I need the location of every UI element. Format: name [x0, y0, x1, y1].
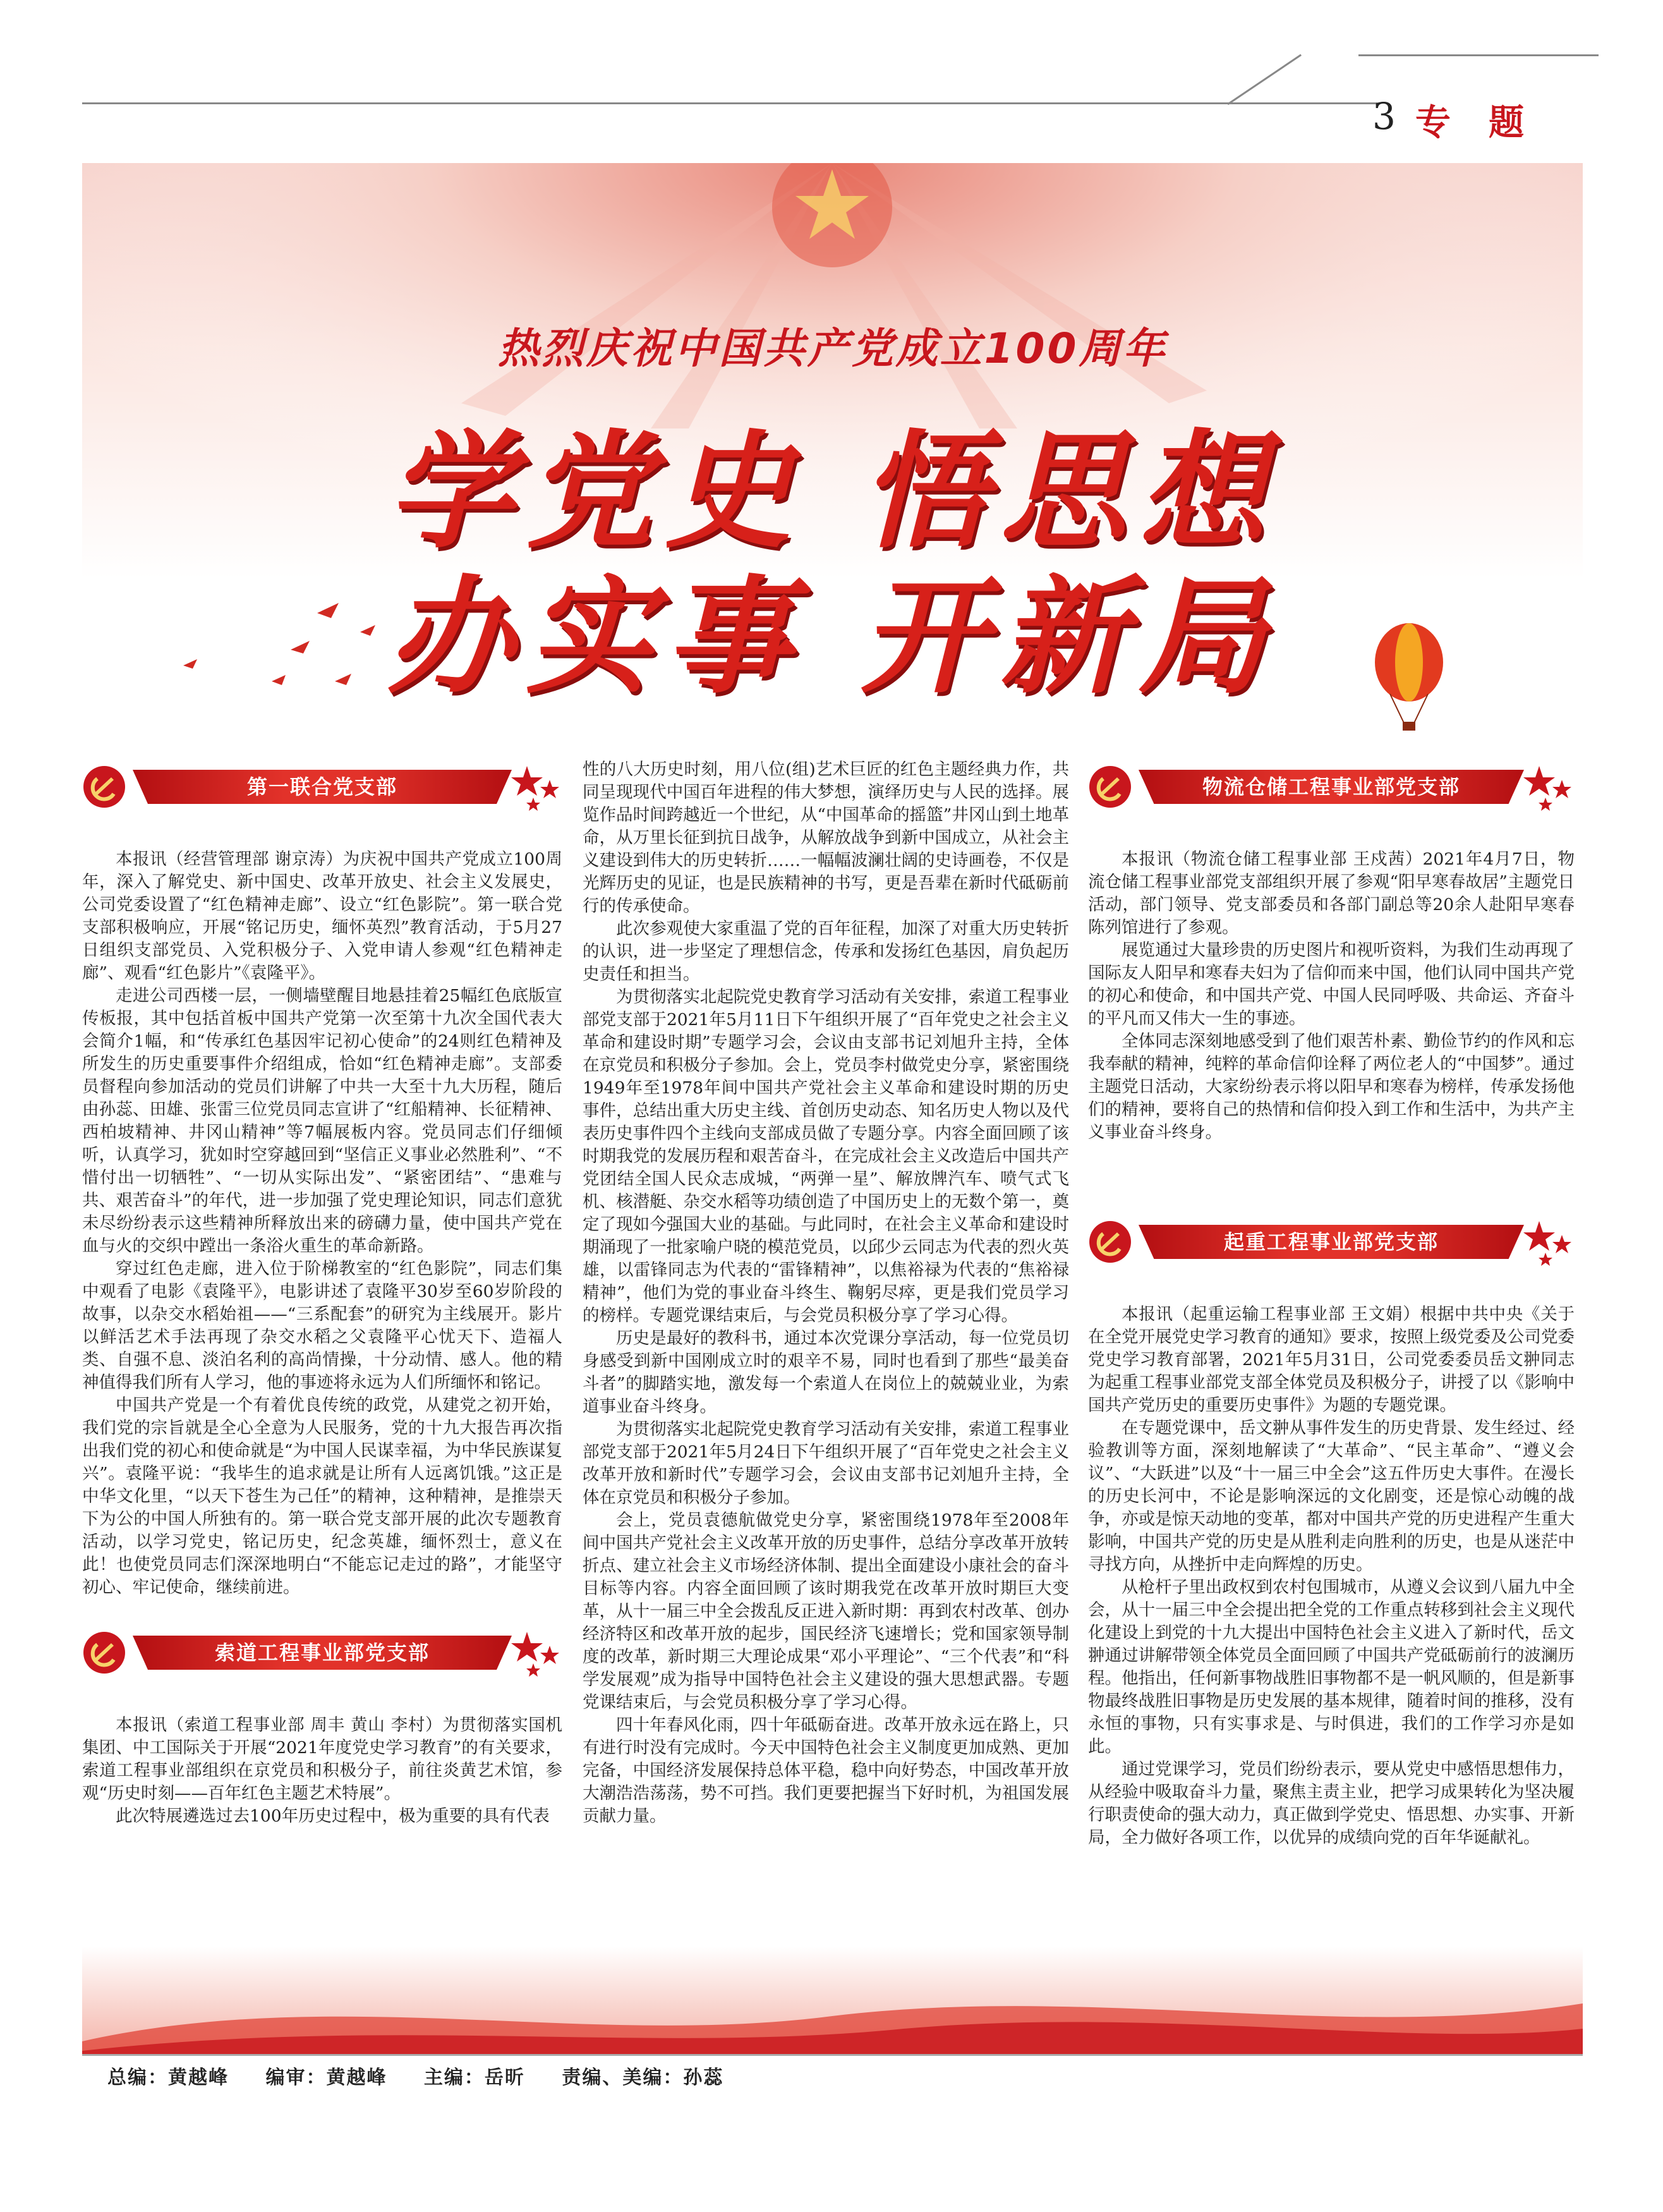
- section-name: 专题: [1415, 102, 1562, 143]
- column-3: [1088, 758, 1575, 1849]
- page-number: 3: [1372, 95, 1396, 138]
- stars-icon: [508, 1627, 562, 1677]
- header-rule: [82, 102, 1377, 104]
- paragraph: 历史是最好的教科书，通过本次党课分享活动，每一位党员切身感受到新中国刚成立时的艰辛不易，同时也看到了那些“最美奋斗者”的脚踏实地，激发每一个索道人在岗位上的兢兢业业，为索道事业奋斗终身。: [583, 1328, 1069, 1416]
- header-rule-diagonal: [1227, 54, 1302, 106]
- paragraph: 此次特展遴选过去100年历史过程中，极为重要的具有代表: [116, 1806, 550, 1826]
- section-heading: [82, 1624, 562, 1682]
- section-heading: [1088, 1213, 1575, 1272]
- paragraph: 会上，党员袁德航做党史分享，紧密围绕1978年至2008年间中国共产党社会主义改革开放的历史事件，总结分享改革开放转折点、建立社会主义市场经济体制、提出全面建设小康社会的奋斗目标等内容。内容全面回顾了该时期我党在改革开放时期巨大变革，从十一届三中全会拨乱反正进入新时期：再到农村改革、创办经济特区和改革开放的起步，国民经济飞速增长；党和国家领导制度的改革，新时期三大理论成果“邓小平理论”、“三个代表”和“科学发展观”成为指导中国特色社会主义建设的强大思想武器。专题党课结束后，与会党员积极分享了学习心得。: [583, 1510, 1069, 1712]
- party-emblem-icon: [1088, 1220, 1132, 1264]
- paragraph: 中国共产党是一个有着优良传统的政党，从建党之初开始，我们党的宗旨就是全心全意为人民服务，党的十九大报告再次指出我们党的初心和使命就是“为中国人民谋幸福，为中华民族谋复兴”。袁隆平说：“我毕生的追求就是让所有人远离饥饿。”这正是中华文化里，“以天下苍生为己任”的精神，这种精神，是推崇天下为公的中国人所独有的。第一联合党支部开展的此次专题教育活动，以学习党史，铭记历史，纪念英雄，缅怀烈士，意义在此！也使党员同志们深深地明白“不能忘记走过的路”，才能坚守初心、牢记使命，继续前进。: [82, 1395, 562, 1597]
- credit-editor: 主编：岳昕: [423, 2067, 525, 2089]
- paragraph: 走进公司西楼一层，一侧墙壁醒目地悬挂着25幅红色底版宣传板报，其中包括首板中国共产党第一次至第十九次全国代表大会简介1幅，和“传承红色基因牢记初心使命”的24则红色精神及所发生的历史重要事件介绍组成，恰如“红色精神走廊”。支部委员督程向参加活动的党员们讲解了中共一大至十九大历程，随后由孙蕊、田雄、张雷三位党员同志宣讲了“红船精神、长征精神、西柏坡精神、井冈山精神”等7幅展板内容。党员同志们仔细倾听，认真学习，犹如时空穿越回到“坚信正义事业必然胜利”、“不惜付出一切牺牲”、“一切从实际出发”、“紧密团结”、“患难与共、艰苦奋斗”的年代，进一步加强了党史理论知识，同志们意犹未尽纷纷表示这些精神所释放出来的磅礴力量，使中国共产党在血与火的交织中蹚出一条浴火重生的革命新路。: [82, 986, 562, 1256]
- paragraph: 为贯彻落实北起院党史教育学习活动有关安排，索道工程事业部党支部于2021年5月11日下午组织开展了“百年党史之社会主义革命和建设时期”专题学习会，会议由支部书记刘旭升主持，全体在京党员和积极分子参加。会上，党员李村做党史分享，紧密围绕1949年至1978年间中国共产党社会主义革命和建设时期的历史事件，总结出重大历史主线、首创历史动态、知名历史人物以及代表历史事件四个主线向支部成员做了专题分享。内容全面回顾了该时期我党的发展历程和艰苦奋斗，在完成社会主义改造后中国共产党团结全国人民众志成城，“两弹一星”、解放牌汽车、喷气式飞机、核潜艇、杂交水稻等功绩创造了中国历史上的无数个第一，奠定了现如今强国大业的基础。与此同时，在社会主义革命和建设时期涌现了一批家喻户晓的模范党员，以邱少云同志为代表的烈火英雄，以雷锋同志为代表的“雷锋精神”，以焦裕禄为代表的“焦裕禄精神”，他们为党的事业奋斗终生、鞠躬尽瘁，更是我们党员学习的榜样。专题党课结束后，与会党员积极分享了学习心得。: [583, 987, 1069, 1325]
- stars-icon: [508, 761, 562, 811]
- banner-title-line1: 学党史 悟思想: [387, 418, 1278, 566]
- banner-subtitle: 热烈庆祝中国共产党成立100周年: [497, 324, 1168, 373]
- section-title: 物流仓储工程事业部党支部: [1202, 775, 1460, 799]
- paragraph: 在专题党课中，岳文翀从事件发生的历史背景、发生经过、经验教训等方面，深刻地解读了“大革命”、“民主革命”、“遵义会议”、“大跃进”以及“十一届三中全会”这五件历史大事件。在漫长的历史长河中，不论是影响深远的文化剧变，还是惊心动魄的战争，亦或是惊天动地的变革，都对中国共产党的历史进程产生重大影响，中国共产党的历史是从胜利走向胜利的历史，也是从迷茫中寻找方向，从挫折中走向辉煌的历史。: [1088, 1418, 1575, 1574]
- paragraph: 本报讯（物流仓储工程事业部 王戍茜）2021年4月7日，物流仓储工程事业部党支部组织开展了参观“阳早寒春故居”主题党日活动，部门领导、党支部委员和各部门副总等20余人赴阳早寒春陈列馆进行了参观。: [1088, 849, 1575, 937]
- paragraph: 本报讯（索道工程事业部 周丰 黄山 李村）为贯彻落实国机集团、中工国际关于开展“2021年度党史学习教育”的有关要求，索道工程事业部组织在京党员和积极分子，前往炎黄艺术馆，参观“历史时刻——百年红色主题艺术特展”。: [82, 1715, 562, 1803]
- paragraph: 性的八大历史时刻，用八位(组)艺术巨匠的红色主题经典力作，共同呈现现代中国百年进程的伟大梦想，演绎历史与人民的选择。展览作品时间跨越近一个世纪，从“中国革命的摇篮”井冈山到土地革命，从万里长征到抗日战争，从解放战争到新中国成立，从社会主义建设到伟大的历史转折……一幅幅波澜壮阔的史诗画卷，不仅是光辉历史的见证，也是民族精神的书写，更是吾辈在新时代砥砺前行的传承使命。: [583, 760, 1069, 916]
- credit-duty: 责编、美编：孙蕊: [562, 2067, 724, 2089]
- section-title: 第一联合党支部: [246, 775, 397, 799]
- section-heading: [1088, 758, 1575, 817]
- paragraph: 为贯彻落实北起院党史教育学习活动有关安排，索道工程事业部党支部于2021年5月24日下午组织开展了“百年党史之社会主义改革开放和新时代”专题学习会，会议由支部书记刘旭升主持，全体在京党员和积极分子参加。: [583, 1419, 1069, 1507]
- banner-title-line2: 办实事 开新局: [387, 564, 1278, 711]
- stars-icon: [1520, 761, 1575, 811]
- paragraph: 穿过红色走廊，进入位于阶梯教室的“红色影院”，同志们集中观看了电影《袁隆平》，电影讲述了袁隆平30岁至60岁阶段的故事，以杂交水稻始祖——“三系配套”的研究为主线展开。影片以鲜活艺术手法再现了杂交水稻之父袁隆平心忧天下、造福人类、自强不息、淡泊名利的高尚情操，十分动情、感人。他的精神值得我们所有人学习，他的事迹将永远为人们所缅怀和铭记。: [82, 1259, 562, 1392]
- party-emblem-icon: [82, 765, 126, 809]
- paragraph: 展览通过大量珍贵的历史图片和视听资料，为我们生动再现了国际友人阳早和寒春夫妇为了信仰而来中国，他们认同中国共产党的初心和使命，和中国共产党、中国人民同呼吸、共命运、齐奋斗的平凡而又伟大一生的事迹。: [1088, 940, 1575, 1028]
- paragraph: 通过党课学习，党员们纷纷表示，要从党史中感悟思想伟力，从经验中吸取奋斗力量，聚焦主责主业，把学习成果转化为坚决履行职责使命的强大动力，真正做到学党史、悟思想、办实事、开新局，全力做好各项工作，以优异的成绩向党的百年华诞献礼。: [1088, 1759, 1575, 1847]
- party-emblem-icon: [1088, 765, 1132, 809]
- paragraph: 全体同志深刻地感受到了他们艰苦朴素、勤俭节约的作风和忘我奉献的精神，纯粹的革命信仰诠释了两位老人的“中国梦”。通过主题党日活动，大家纷纷表示将以阳早和寒春为榜样，传承发扬他们的精神，要将自己的热情和信仰投入到工作和生活中，为共产主义事业奋斗终身。: [1088, 1031, 1575, 1142]
- paragraph: 此次参观使大家重温了党的百年征程，加深了对重大历史转折的认识，进一步坚定了理想信念，传承和发扬红色基因，肩负起历史责任和担当。: [583, 919, 1069, 984]
- footer-rule: [82, 2054, 1583, 2056]
- paragraph: 本报讯（起重运输工程事业部 王文娟）根据中共中央《关于在全党开展党史学习教育的通知》要求，按照上级党委及公司党委党史学习教育部署，2021年5月31日，公司党委委员岳文翀同志为起重工程事业部党支部全体党员及积极分子，讲授了以《影响中国共产党历史的重要历史事件》为题的专题党课。: [1088, 1304, 1575, 1415]
- column-2: [583, 758, 1069, 1828]
- banner: [82, 163, 1583, 757]
- credit-review: 编审：黄越峰: [265, 2067, 387, 2089]
- credit-chief: 总编：黄越峰: [107, 2067, 229, 2089]
- paragraph: 四十年春风化雨，四十年砥砺奋进。改革开放永远在路上，只有进行时没有完成时。今天中国特色社会主义制度更加成熟、更加完备，中国经济发展保持总体平稳，稳中向好势态，中国改革开放大潮浩浩荡荡，势不可挡。我们更要把握当下好时机，为祖国发展贡献力量。: [583, 1715, 1069, 1826]
- section-title: 索道工程事业部党支部: [214, 1641, 430, 1665]
- party-emblem-icon: [82, 1631, 126, 1675]
- stars-icon: [1520, 1216, 1575, 1267]
- column-1: [82, 758, 562, 1828]
- paragraph: 从枪杆子里出政权到农村包围城市，从遵义会议到八届九中全会，从十一届三中全会提出把全党的工作重点转移到社会主义现代化建设上到党的十九大提出中国特色社会主义进入了新时代，岳文翀通过讲解带领全体党员全面回顾了中国共产党砥砺前行的波澜历程。他指出，任何新事物战胜旧事物都不是一帆风顺的，但是新事物最终战胜旧事物是历史发展的基本规律，随着时间的推移，没有永恒的事物，只有实事求是、与时俱进，我们的工作学习亦是如此。: [1088, 1577, 1575, 1756]
- header-rule-top: [1358, 54, 1599, 56]
- section-title: 起重工程事业部党支部: [1223, 1230, 1439, 1254]
- credits: [107, 2062, 753, 2089]
- bottom-decoration: [82, 1947, 1583, 2054]
- paragraph: 本报讯（经营管理部 谢京涛）为庆祝中国共产党成立100周年，深入了解党史、新中国史、改革开放史、社会主义发展史，公司党委设置了“红色精神走廊”、设立“红色影院”。第一联合党支部积极响应，开展“铭记历史，缅怀英烈”教育活动，于5月27日组织支部党员、入党积极分子、入党申请人参观“红色精神走廊”、观看“红色影片”《袁隆平》。: [82, 849, 562, 983]
- section-heading: [82, 758, 562, 817]
